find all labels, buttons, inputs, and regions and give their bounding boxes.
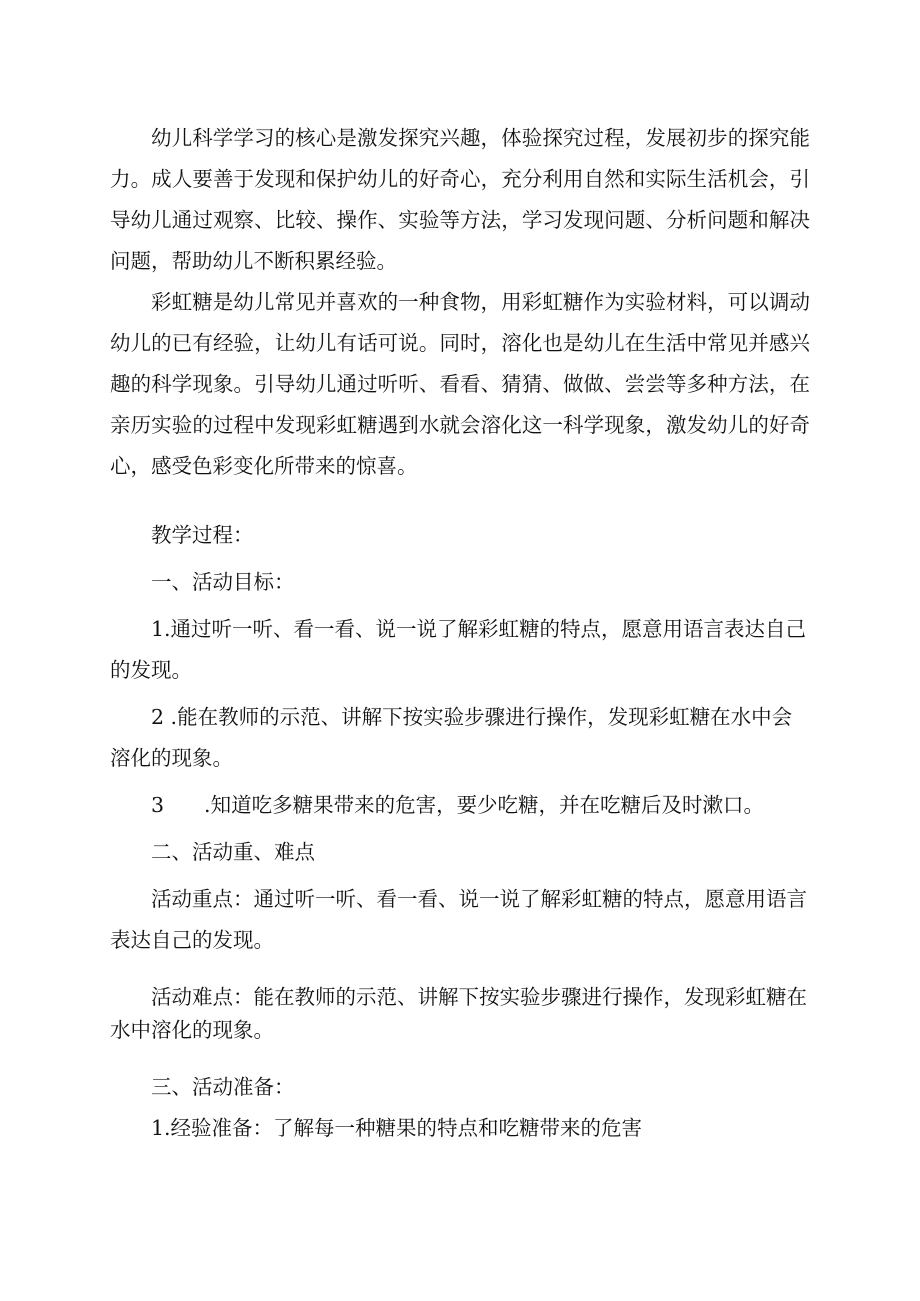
- prep-item-1: 1.经验准备：了解每一种糖果的特点和吃糖带来的危害: [151, 1116, 643, 1140]
- difficulty-paragraph: 活动难点：能在教师的示范、讲解下按实验步骤进行操作，发现彩虹糖在水中溶化的现象。: [110, 985, 807, 1042]
- goal-item-2: 2 .能在教师的示范、讲解下按实验步骤进行操作，发现彩虹糖在水中会溶化的现象。: [110, 705, 793, 770]
- goal-item-3-number: 3: [151, 793, 165, 817]
- goal-item-3-text: .知道吃多糖果带来的危害，要少吃糖，并在吃糖后及时漱口。: [204, 793, 765, 817]
- goal-item-3: [110, 785, 810, 826]
- section3-heading: 三、活动准备：: [151, 1075, 295, 1099]
- process-heading: 教学过程：: [151, 523, 254, 547]
- section1-heading: 一、活动目标：: [151, 570, 295, 594]
- intro-paragraph-2: 彩虹糖是幼儿常见并喜欢的一种食物，用彩虹糖作为实验材料，可以调动幼儿的已有经验，让幼儿有话可说。同时，溶化也是幼儿在生活中常见并感兴趣的科学现象。引导幼儿通过听听、看看、猜猜、做做、尝尝等多种方法，在亲历实验的过程中发现彩虹糖遇到水就会溶化这一科学现象，激发幼儿的好奇心，感受色彩变化所带来的惊喜。: [110, 290, 810, 478]
- document-page: [110, 118, 810, 1149]
- key-point-paragraph: 活动重点：通过听一听、看一看、说一说了解彩虹糖的特点，愿意用语言表达自己的发现。: [110, 887, 807, 952]
- intro-paragraph-1: 幼儿科学学习的核心是激发探究兴趣，体验探究过程，发展初步的探究能力。成人要善于发现和保护幼儿的好奇心，充分利用自然和实际生活机会，引导幼儿通过观察、比较、操作、实验等方法，学习发现问题、分析问题和解决问题，帮助幼儿不断积累经验。: [110, 126, 810, 273]
- goal-item-1: 1.通过听一听、看一看、说一说了解彩虹糖的特点，愿意用语言表达自己的发现。: [110, 617, 807, 682]
- section2-heading: 二、活动重、难点: [151, 840, 315, 864]
